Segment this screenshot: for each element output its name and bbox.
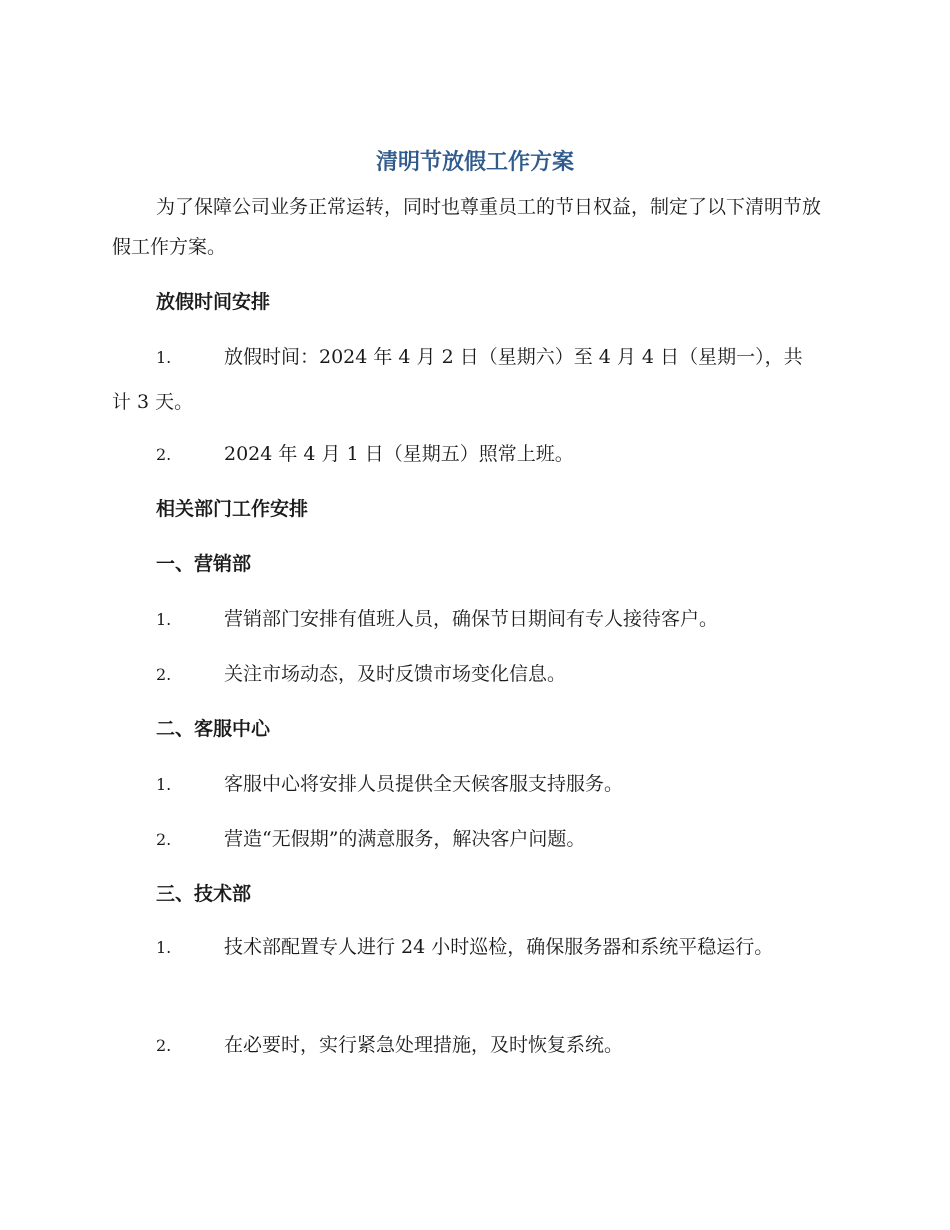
intro-paragraph: 为了保障公司业务正常运转，同时也尊重员工的节日权益，制定了以下清明节放假工作方案。	[112, 196, 822, 258]
list-item	[112, 652, 812, 697]
list-item-number: 2.	[156, 1036, 172, 1055]
list-item	[112, 762, 812, 807]
section-heading-service: 二、客服中心	[156, 718, 271, 740]
list-item-text: 关注市场动态，及时反馈市场变化信息。	[224, 663, 567, 685]
list-item-number: 1.	[156, 610, 172, 629]
list-item	[112, 817, 812, 862]
list-item	[112, 335, 812, 425]
list-item	[112, 597, 812, 642]
list-item-text: 在必要时，实行紧急处理措施，及时恢复系统。	[224, 1034, 624, 1056]
list-item-number: 2.	[156, 665, 172, 684]
section-heading-marketing: 一、营销部	[156, 553, 252, 575]
section-heading-tech: 三、技术部	[156, 883, 252, 905]
list-item-text: 技术部配置专人进行 24 小时巡检，确保服务器和系统平稳运行。	[224, 936, 774, 958]
list-item-number: 1.	[156, 938, 172, 957]
list-item	[112, 432, 812, 477]
list-item-text: 营造“无假期”的满意服务，解决客户问题。	[224, 828, 586, 850]
section-heading-holiday: 放假时间安排	[156, 291, 271, 313]
list-item	[112, 925, 812, 970]
list-item-number: 2.	[156, 830, 172, 849]
list-item-number: 1.	[156, 348, 172, 367]
list-item-text: 营销部门安排有值班人员，确保节日期间有专人接待客户。	[224, 608, 719, 630]
list-item-text: 放假时间：2024 年 4 月 2 日（星期六）至 4 月 4 日（星期一），共计 3 天。	[112, 346, 803, 413]
list-item-number: 1.	[156, 775, 172, 794]
section-heading-departments: 相关部门工作安排	[156, 498, 309, 520]
list-item-text: 2024 年 4 月 1 日（星期五）照常上班。	[224, 443, 574, 465]
list-item-number: 2.	[156, 445, 172, 464]
list-item	[112, 1023, 812, 1068]
document-title: 清明节放假工作方案	[375, 150, 574, 175]
list-item-text: 客服中心将安排人员提供全天候客服支持服务。	[224, 773, 624, 795]
